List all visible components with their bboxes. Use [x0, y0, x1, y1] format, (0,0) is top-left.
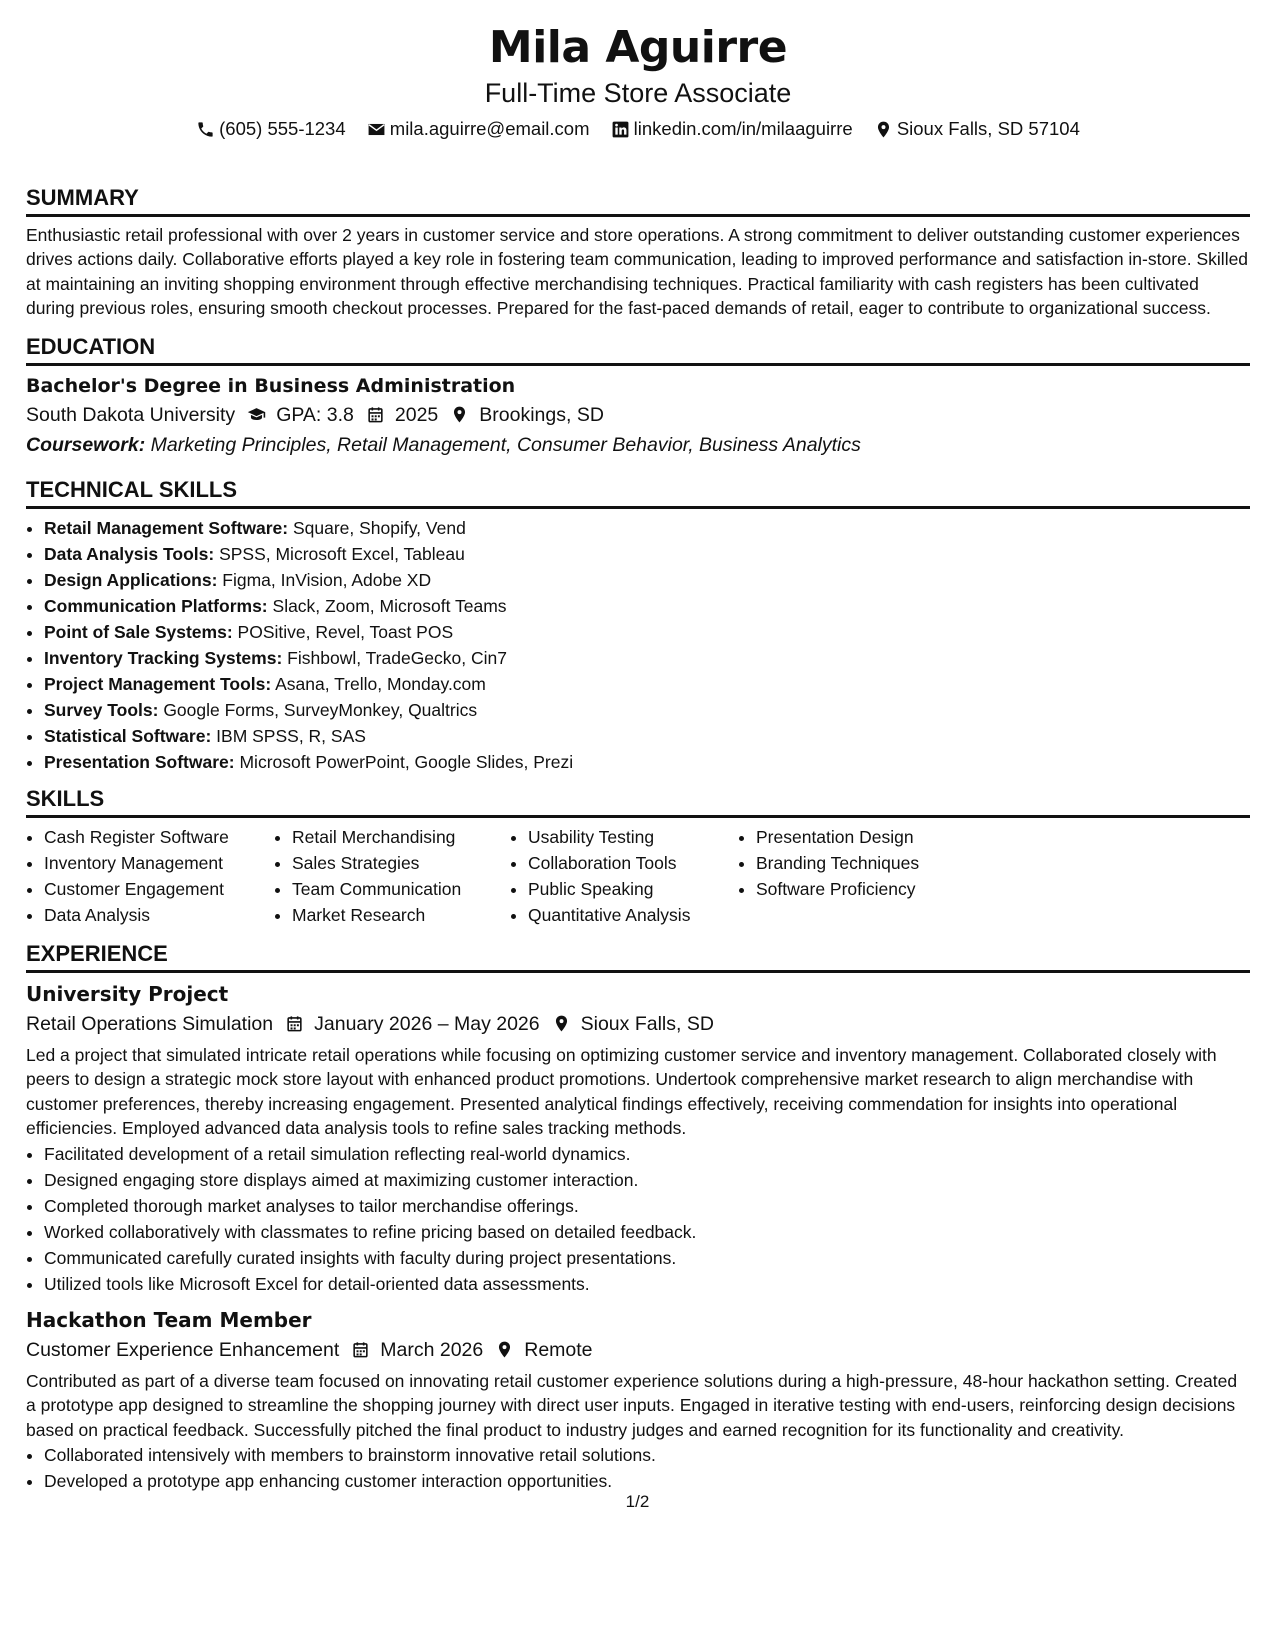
linkedin-icon [611, 120, 630, 139]
list-item: • Usability Testing [528, 824, 714, 850]
coursework-list: Marketing Principles, Retail Management, Consumer Behavior, Business Analytics [150, 433, 861, 456]
calendar-icon [366, 405, 385, 424]
contact-location [874, 116, 1080, 142]
list-item: • Data Analysis [44, 902, 250, 928]
skills-grid [26, 824, 1250, 928]
experience-entry [26, 979, 1250, 1297]
list-item: • Communicated carefully curated insights with faculty during project presentations. [44, 1245, 1250, 1271]
summary-text: Enthusiastic retail professional with over 2 years in customer service and store operations. A strong commitment to deliver outstanding customer experiences drives actions daily. Collaborative efforts played a key role in fostering team communication, leading to improved performance and satisfaction in-store. Skilled at maintaining an inviting shopping environment through effective merchandising techniques. Practical familiarity with cash registers has been cultivated during previous roles, ensuring smooth checkout processes. Prepared for the fast-paced demands of retail, eager to contribute to organizational success. [26, 224, 1249, 318]
list-item: • Cash Register Software [44, 824, 250, 850]
entry-title: Hackathon Team Member [26, 1307, 312, 1332]
list-item: • Design Applications: Figma, InVision, Adobe XD [44, 567, 1250, 593]
list-item: • Communication Platforms: Slack, Zoom, Microsoft Teams [44, 593, 1250, 619]
envelope-icon [367, 120, 386, 139]
skills-column [26, 824, 250, 928]
map-pin-icon [450, 405, 469, 424]
list-item: • Inventory Management [44, 850, 250, 876]
list-item: • Retail Merchandising [292, 824, 486, 850]
candidate-name: Mila Aguirre [488, 22, 788, 73]
degree-title: Bachelor's Degree in Business Administration [26, 374, 516, 397]
list-item: • Software Proficiency [756, 876, 919, 902]
entry-dates: January 2026 – May 2026 [314, 1012, 540, 1035]
calendar-icon [285, 1014, 304, 1033]
calendar-icon [351, 1340, 370, 1359]
entry-location: Remote [524, 1338, 593, 1361]
experience-heading: EXPERIENCE [26, 940, 1250, 973]
resume-header [26, 22, 1250, 146]
list-item: • Branding Techniques [756, 850, 919, 876]
list-item: • Team Communication [292, 876, 486, 902]
entry-meta [26, 1335, 1250, 1365]
list-item: • Completed thorough market analyses to tailor merchandise offerings. [44, 1193, 1250, 1219]
list-item: • Public Speaking [528, 876, 714, 902]
list-item: • Retail Management Software: Square, Shopify, Vend [44, 515, 1250, 541]
list-item: • Presentation Design [756, 824, 919, 850]
education-meta [26, 400, 1250, 430]
list-item: • Point of Sale Systems: POSitive, Revel, Toast POS [44, 619, 1250, 645]
map-pin-icon [552, 1014, 571, 1033]
list-item: • Facilitated development of a retail simulation reflecting real-world dynamics. [44, 1141, 1250, 1167]
skills-section [26, 785, 1250, 928]
entry-location: Sioux Falls, SD [580, 1012, 714, 1035]
candidate-role: Full-Time Store Associate [484, 78, 792, 108]
school-location: Brookings, SD [479, 403, 604, 426]
school-name: South Dakota University [26, 403, 236, 426]
list-item: • Utilized tools like Microsoft Excel for detail-oriented data assessments. [44, 1271, 1250, 1297]
contact-line [26, 116, 1250, 146]
list-item: • Inventory Tracking Systems: Fishbowl, TradeGecko, Cin7 [44, 645, 1250, 671]
education-heading: EDUCATION [26, 333, 1250, 366]
list-item: • Market Research [292, 902, 486, 928]
list-item: • Presentation Software: Microsoft PowerPoint, Google Slides, Prezi [44, 749, 1250, 775]
skills-column [274, 824, 486, 928]
list-item: • Survey Tools: Google Forms, SurveyMonkey, Qualtrics [44, 697, 1250, 723]
location-text: Sioux Falls, SD 57104 [896, 118, 1080, 139]
gpa-text: GPA: 3.8 [276, 403, 354, 426]
technical-skills-heading: TECHNICAL SKILLS [26, 476, 1250, 509]
skills-heading: SKILLS [26, 785, 1250, 818]
coursework-line [26, 430, 1250, 460]
list-item: • Worked collaboratively with classmates to refine pricing based on detailed feedback. [44, 1219, 1250, 1245]
entry-subtitle: Retail Operations Simulation [26, 1012, 274, 1035]
summary-section [26, 184, 1250, 321]
technical-skills-list [26, 515, 1250, 775]
phone-text: (605) 555-1234 [219, 118, 346, 139]
list-item: • Collaborated intensively with members to brainstorm innovative retail solutions. [44, 1442, 1250, 1468]
entry-dates: March 2026 [380, 1338, 484, 1361]
skills-column [510, 824, 714, 928]
list-item: • Customer Engagement [44, 876, 250, 902]
list-item: • Statistical Software: IBM SPSS, R, SAS [44, 723, 1250, 749]
list-item: • Developed a prototype app enhancing customer interaction opportunities. [44, 1468, 1250, 1494]
entry-subtitle: Customer Experience Enhancement [26, 1338, 340, 1361]
entry-bullets [26, 1442, 1250, 1494]
graduation-cap-icon [247, 405, 266, 424]
contact-email[interactable] [367, 116, 590, 142]
education-section [26, 333, 1250, 460]
technical-skills-section [26, 476, 1250, 775]
map-pin-icon [874, 120, 893, 139]
contact-linkedin[interactable] [611, 116, 853, 142]
list-item: • Data Analysis Tools: SPSS, Microsoft Excel, Tableau [44, 541, 1250, 567]
list-item: • Project Management Tools: Asana, Trello, Monday.com [44, 671, 1250, 697]
entry-description: Led a project that simulated intricate retail operations while focusing on optimizing customer service and inventory management. Collaborated closely with peers to design a strategic mock store layout with enhanced product promotions. Undertook comprehensive market research to align merchandise with customer preferences, thereby increasing engagement. Presented analytical findings effectively, receiving commendation for insights into operational efficiencies. Employed advanced data analysis tools to refine sales tracking methods. [26, 1044, 1217, 1138]
entry-description: Contributed as part of a diverse team focused on innovating retail customer experience solutions during a high-pressure, 48-hour hackathon setting. Created a prototype app designed to streamline the shopping journey with direct user inputs. Engaged in iterative testing with end-users, reinforcing design decisions based on practical feedback. Successfully pitched the final product to industry judges and earned recognition for its functionality and creativity. [26, 1370, 1238, 1440]
entry-meta [26, 1009, 1250, 1039]
summary-heading: SUMMARY [26, 184, 1250, 217]
phone-icon [196, 120, 215, 139]
contact-phone [196, 116, 346, 142]
entry-title: University Project [26, 981, 229, 1006]
list-item: • Designed engaging store displays aimed at maximizing customer interaction. [44, 1167, 1250, 1193]
linkedin-text: linkedin.com/in/milaaguirre [633, 118, 853, 139]
skills-column [738, 824, 919, 928]
page-number: 1/2 [625, 1492, 650, 1511]
email-text: mila.aguirre@email.com [389, 118, 590, 139]
experience-section [26, 940, 1250, 1495]
coursework-label: Coursework: [26, 433, 146, 456]
experience-entry [26, 1305, 1250, 1495]
resume-page [26, 0, 1250, 1494]
list-item: • Collaboration Tools [528, 850, 714, 876]
map-pin-icon [495, 1340, 514, 1359]
entry-bullets [26, 1141, 1250, 1297]
list-item: • Quantitative Analysis [528, 902, 714, 928]
list-item: • Sales Strategies [292, 850, 486, 876]
graduation-year: 2025 [394, 403, 439, 426]
